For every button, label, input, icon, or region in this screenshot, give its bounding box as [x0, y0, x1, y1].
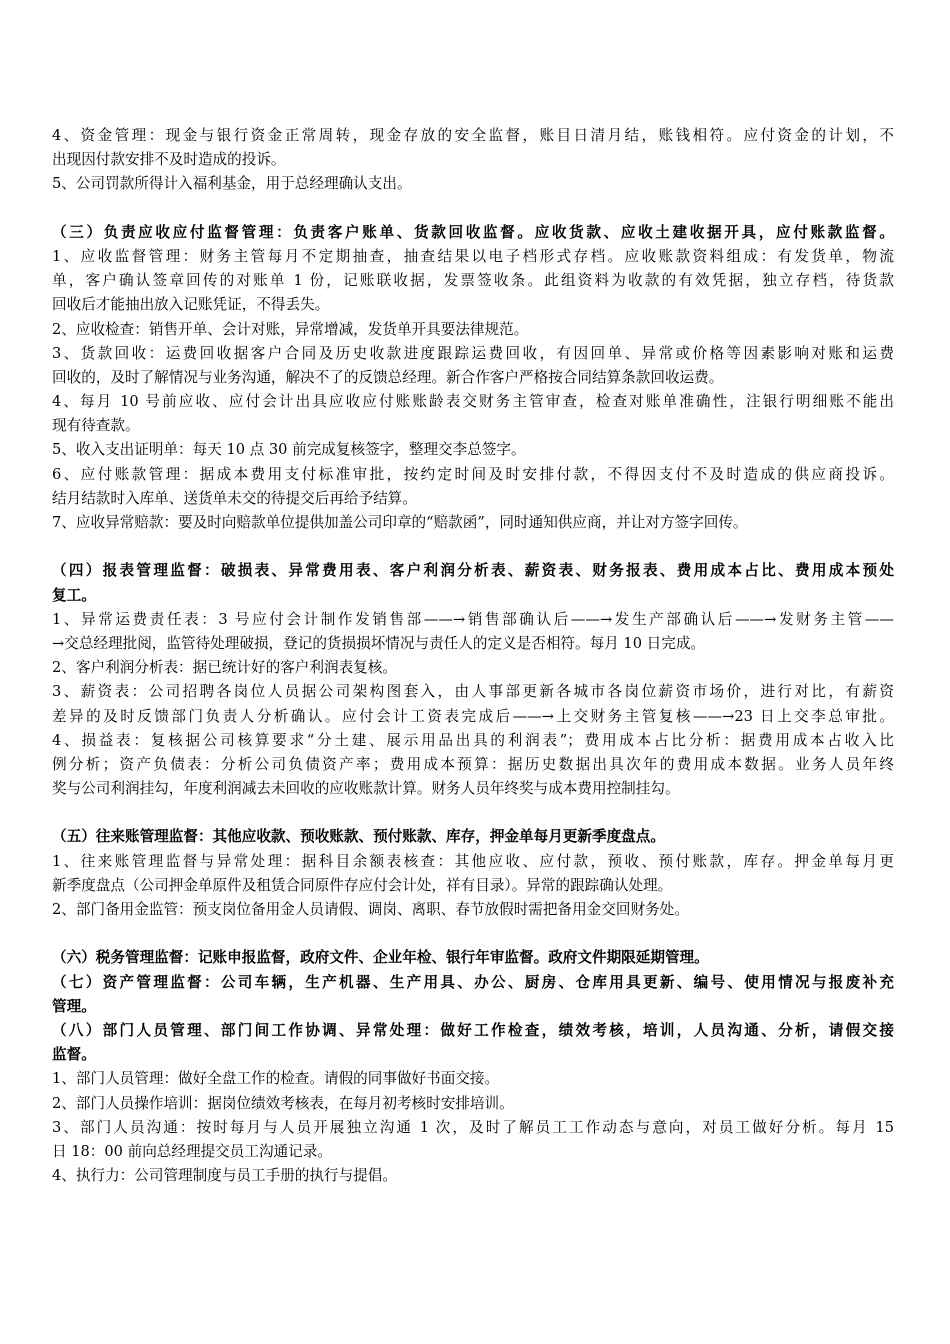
section-heading-line: 复工。	[52, 586, 96, 604]
body-text-line: 例分析；资产负债表：分析公司负债资产率；费用成本预算：据历史数据出具次年的费用成本数据。业务人员年终	[52, 755, 894, 773]
section-heading-line: （四）报表管理监督：破损表、异常费用表、客户利润分析表、薪资表、财务报表、费用成本占比、费用成本预处	[52, 562, 894, 580]
section-gap	[52, 922, 894, 946]
body-text-line: 日 18：00 前向总经理提交员工沟通记录。	[52, 1142, 332, 1160]
body-text-line: 2、客户利润分析表：据已统计好的客户利润表复核。	[52, 659, 397, 677]
body-text-line: →交总经理批阅，监管待处理破损，登记的货损损坏情况与责任人的定义是否相符。每月 10 日完成。	[52, 634, 706, 652]
body-text-line: 1、应收监督管理：财务主管每月不定期抽查，抽查结果以电子档形式存档。应收账款资料组成：有发货单，物流	[52, 247, 894, 265]
section-gap	[52, 197, 894, 221]
body-text-line: 6、应付账款管理：据成本费用支付标准审批，按约定时间及时安排付款，不得因支付不及时造成的供应商投诉。	[52, 465, 894, 483]
document-section	[52, 946, 894, 1188]
body-text-line: 1、往来账管理监督与异常处理：据科目余额表核查：其他应收、应付款，预收、预付账款，库存。押金单每月更	[52, 852, 894, 870]
body-text-line: 3、薪资表：公司招聘各岗位人员据公司架构图套入，由人事部更新各城市各岗位薪资市场价，进行对比，有薪资	[52, 683, 894, 701]
body-text-line: 1、部门人员管理：做好全盘工作的检查。请假的同事做好书面交接。	[52, 1070, 500, 1088]
body-text-line: 1、异常运费责任表：3 号应付会计制作发销售部——→销售部确认后——→发生产部确认后——→发财务主管——	[52, 610, 894, 628]
body-text-line: 现有待查款。	[52, 417, 140, 435]
body-text-line: 3、部门人员沟通：按时每月与人员开展独立沟通 1 次，及时了解员工工作动态与意向，对员工做好分析。每月 15	[52, 1118, 894, 1136]
section-gap	[52, 801, 894, 825]
body-text-line: 奖与公司利润挂勾，年度利润减去未回收的应收账款计算。财务人员年终奖与成本费用控制挂勾。	[52, 780, 680, 798]
document-section	[52, 221, 894, 535]
body-text-line: 4、每月 10 号前应收、应付会计出具应收应付账账龄表交财务主管审查，检查对账单准确性，注银行明细账不能出	[52, 393, 894, 411]
document-section	[52, 559, 894, 801]
body-text-line: 3、货款回收：运费回收据客户合同及历史收款进度跟踪运费回收，有因回单、异常或价格等因素影响对账和运费	[52, 344, 894, 362]
document-section	[52, 124, 894, 197]
section-heading-line: （八）部门人员管理、部门间工作协调、异常处理：做好工作检查，绩效考核，培训，人员沟通、分析，请假交接	[52, 1021, 894, 1039]
body-text-line: 单，客户确认签章回传的对账单 1 份，记账联收据，发票签收条。此组资料为收款的有效凭据，独立存档，待货款	[52, 272, 894, 290]
body-text-line: 新季度盘点（公司押金单原件及租赁合同原件存应付会计处，祥有目录）。异常的跟踪确认处理。	[52, 876, 673, 894]
body-text-line: 2、部门备用金监管：预支岗位备用金人员请假、调岗、离职、春节放假时需把备用金交回财务处。	[52, 901, 689, 918]
body-text-line: 4、执行力：公司管理制度与员工手册的执行与提倡。	[52, 1167, 397, 1185]
body-text-line: 4、资金管理：现金与银行资金正常周转，现金存放的安全监督，账目日清月结，账钱相符。应付资金的计划，不	[52, 127, 894, 144]
body-text-line: 2、部门人员操作培训：据岗位绩效考核表，在每月初考核时安排培训。	[52, 1094, 514, 1112]
body-text-line: 回收后才能抽出放入记账凭证，不得丢失。	[52, 296, 330, 314]
section-heading-line: （五）往来账管理监督：其他应收款、预收账款、预付账款、库存，押金单每月更新季度盘点。	[52, 828, 665, 846]
body-text-line: 结月结款时入库单、送货单未交的待提交后再给予结算。	[52, 489, 417, 507]
body-text-line: 差异的及时反馈部门负责人分析确认。应付会计工资表完成后——→上交财务主管复核——→23 日上交李总审批。	[52, 707, 894, 725]
document-page	[52, 124, 894, 1188]
section-heading-line: 管理。	[52, 997, 96, 1015]
section-gap	[52, 535, 894, 559]
body-text-line: 4、损益表：复核据公司核算要求“分土建、展示用品出具的利润表”；费用成本占比分析：据费用成本占收入比	[52, 731, 894, 749]
section-heading-line: （六）税务管理监督：记账申报监督，政府文件、企业年检、银行年审监督。政府文件期限延期管理。	[52, 949, 709, 967]
document-section	[52, 825, 894, 922]
section-heading-line: （三）负责应收应付监督管理：负责客户账单、货款回收监督。应收货款、应收土建收据开具，应付账款监督。	[52, 223, 894, 241]
body-text-line: 2、应收检查：销售开单、会计对账，异常增减，发货单开具要法律规范。	[52, 320, 529, 338]
section-heading-line: 监督。	[52, 1046, 96, 1064]
body-text-line: 5、公司罚款所得计入福利基金，用于总经理确认支出。	[52, 175, 412, 193]
body-text-line: 7、应收异常赔款：要及时向赔款单位提供加盖公司印章的“赔款函”，同时通知供应商，并让对方签字回传。	[52, 514, 748, 531]
body-text-line: 回收的，及时了解情况与业务沟通，解决不了的反馈总经理。新合作客户严格按合同结算条款回收运费。	[52, 368, 724, 386]
section-heading-line: （七）资产管理监督：公司车辆，生产机器、生产用具、办公、厨房、仓库用具更新、编号、使用情况与报废补充	[52, 973, 894, 991]
body-text-line: 5、收入支出证明单：每天 10 点 30 前完成复核签字，整理交李总签字。	[52, 441, 526, 459]
body-text-line: 出现因付款安排不及时造成的投诉。	[52, 151, 286, 169]
